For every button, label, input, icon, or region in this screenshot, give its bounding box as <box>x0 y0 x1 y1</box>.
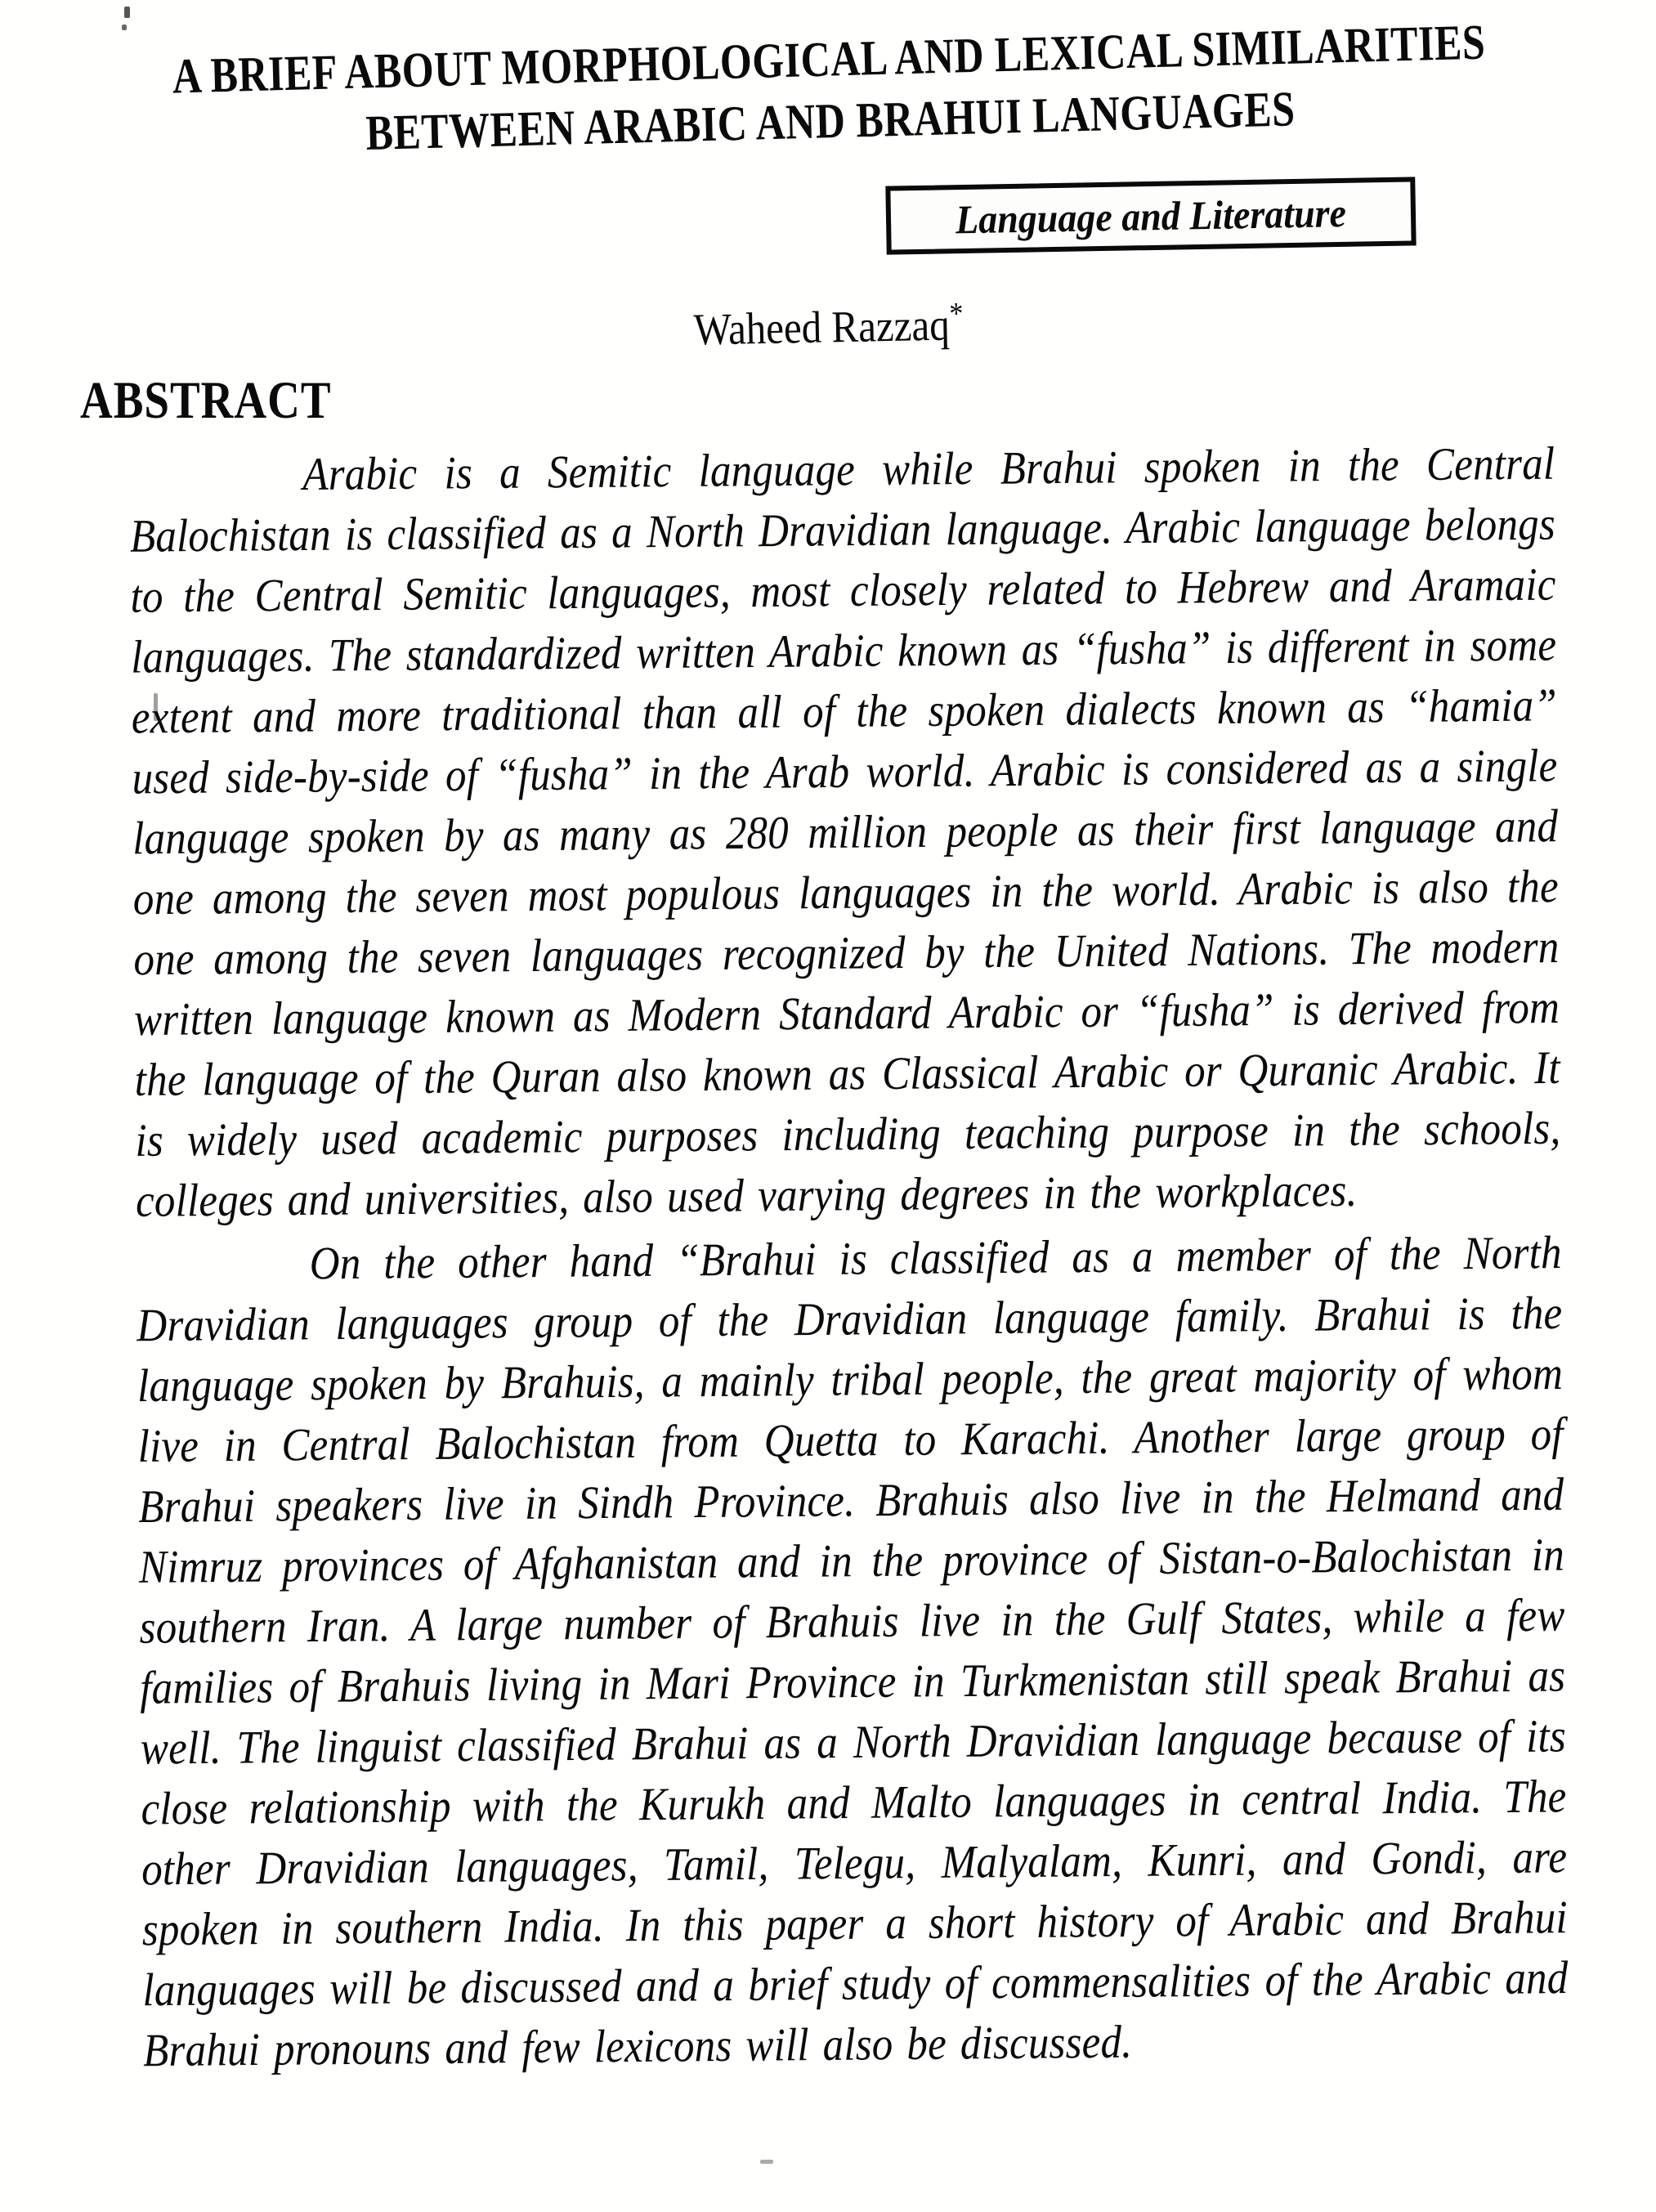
paper-title <box>0 6 1656 172</box>
paper-title-line-2: BETWEEN ARABIC AND BRAHUI LANGUAGES <box>365 80 1296 161</box>
category-badge <box>885 177 1416 254</box>
abstract-heading: ABSTRACT <box>80 370 332 430</box>
author-name: Waheed Razzaq <box>693 299 951 355</box>
author-footnote-marker: * <box>948 297 964 332</box>
author-byline <box>0 285 1656 369</box>
scan-speckle <box>122 25 127 30</box>
paper-title-line-1: A BRIEF ABOUT MORPHOLOGICAL AND LEXICAL SIMILARITIES <box>171 13 1487 104</box>
abstract-paragraph-1: Arabic is a Semitic language while Brahui spoken in the Central Balochistan is classified as a North Dravidian language. Arabic language belongs to the Central Semitic languages, most closely related to Hebrew and Aramaic languages. The standardized written Arabic known as “fusha” is different in some extent and more traditional than all of the spoken dialects known as “hamia” used side-by-side of “fusha” in the Arab world. Arabic is considered as a single language spoken by as many as 280 million people as their first language and one among the seven most populous languages in the world. Arabic is also the one among the seven languages recognized by the United Nations. The modern written language known as Modern Standard Arabic or “fusha” is derived from the language of the Quran also known as Classical Arabic or Quranic Arabic. It is widely used academic purposes including teaching purpose in the schools, colleges and universities, also used varying degrees in the workplaces. <box>129 438 1561 1228</box>
abstract-paragraph-2: On the other hand “Brahui is classified as a member of the North Dravidian languages group of the Dravidian language family. Brahui is the language spoken by Brahuis, a mainly tribal people, the great majority of whom live in Central Balochistan from Quetta to Karachi. Another large group of Brahui speakers live in Sindh Province. Brahuis also live in the Helmand and Nimruz provinces of Afghanistan and in the province of Sistan-o-Balochistan in southern Iran. A large number of Brahuis live in the Gulf States, while a few families of Brahuis living in Mari Province in Turkmenistan still speak Brahui as well. The linguist classified Brahui as a North Dravidian language because of its close relationship with the Kurukh and Malto languages in central India. The other Dravidian languages, Tamil, Telegu, Malyalam, Kunri, and Gondi, are spoken in southern India. In this paper a short history of Arabic and Brahui languages will be discussed and a brief study of commensalities of the Arabic and Brahui pronouns and few lexicons will also be discussed. <box>137 1227 1569 2077</box>
category-badge-label: Language and Literature <box>955 190 1347 242</box>
abstract-body <box>129 434 1569 2081</box>
scan-speckle <box>124 7 130 18</box>
scan-speckle <box>760 2160 773 2164</box>
